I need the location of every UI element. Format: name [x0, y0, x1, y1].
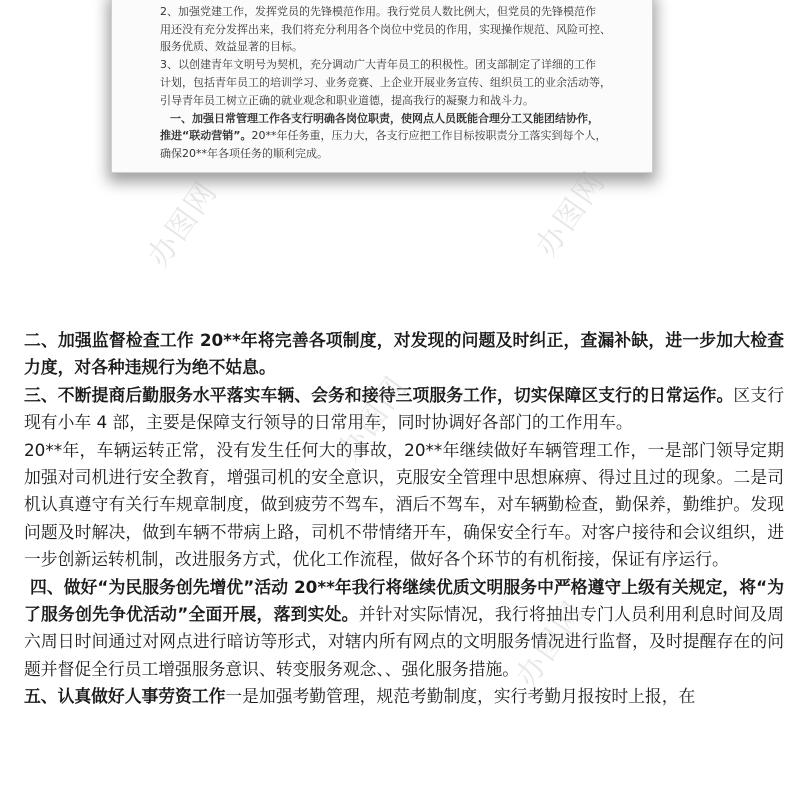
document-preview-image — [112, 0, 652, 172]
preview-line: 服务优质、效益显著的目标。 — [160, 40, 303, 54]
section-heading: 四、做好“为民服务创先增优”活动 20**年我行将继续优质文明服务中严格遵守上级有关规定，将“为了服务创先争优活动”全面开展，落到实处。 — [24, 576, 784, 625]
section-text: 一是加强考勤管理，规范考勤制度，实行考勤月报按时上报，在 — [225, 686, 696, 707]
watermark: 办图网 — [141, 174, 225, 274]
preview-bold-run: 推进“联动营销”。 — [160, 129, 252, 143]
section-text: 区支行现有小车 4 部，主要是保障支行领导的日常用车，同时协调好各部门的工作用车。 — [24, 384, 784, 433]
preview-line: 3、以创建青年文明号为契机，充分调动广大青年员工的积极性。团支部制定了详细的工作 — [160, 58, 596, 72]
preview-heading-line: 一、加强日常管理工作各支行明确各岗位职责，使网点人员既能合理分工又能团结协作， — [170, 111, 599, 125]
watermark: 办图网 — [509, 594, 593, 694]
preview-line: 确保20**年各项任务的顺利完成。 — [160, 147, 328, 161]
section-three-paragraph — [24, 382, 784, 437]
preview-line: 2、加强党建工作，发挥党员的先锋模范作用。我行党员人数比例大，但党员的先锋模范作 — [160, 4, 596, 18]
preview-line: 计划，包括青年员工的培训学习、业务竞赛、上企业开展业务宣传、组织员工的业余活动等， — [160, 75, 611, 89]
vehicle-paragraph — [24, 437, 784, 574]
section-heading: 二、加强监督检查工作 20**年将完善各项制度，对发现的问题及时纠正，查漏补缺，进一步加大检查力度，对各种违规行为绝不姑息。 — [24, 330, 784, 378]
preview-line — [160, 127, 640, 145]
preview-line: 用还没有充分发挥出来，我们将充分利用各个岗位中党员的作用，实现操作规范、风险可控、 — [160, 22, 611, 36]
section-heading: 五、认真做好人事劳资工作 — [24, 686, 226, 707]
document-body — [24, 327, 784, 711]
section-text: 并针对实际情况，我行将抽出专门人员利用利息时间及周六周日时间通过对网点进行暗访等形式，对辖内所有网点的文明服务情况进行监督，及时提醒存在的问题并督促全行员工增强服务意识、转变服务观念、、强化服务措施。 — [24, 604, 784, 679]
section-heading: 三、不断提商后勤服务水平落实车辆、会务和接待三项服务工作，切实保障区支行的日常运作。 — [24, 384, 734, 405]
section-five-paragraph — [24, 683, 784, 710]
section-two-paragraph — [24, 327, 784, 382]
preview-text-run: 20**年任务重，压力大，各支行应把工作目标按职责分工落实到每个人， — [251, 129, 607, 143]
watermark: 办图网 — [331, 369, 415, 469]
section-four-paragraph — [24, 574, 784, 684]
preview-line: 引导青年员工树立正确的就业观念和职业道德，提高我行的凝聚力和战斗力。 — [160, 93, 534, 107]
watermark: 办图网 — [529, 164, 613, 264]
section-text: 20**年，车辆运转正常，没有发生任何大的事故，20**年继续做好车辆管理工作，一是部门领导定期加强对司机进行安全教育，增强司机的安全意识，克服安全管理中思想麻痹、得过且过的现象。二是司机认真遵守有关行车规章制度，做到疲劳不驾车，酒后不驾车，对车辆勤检查，勤保养，勤维护。发现问题及时解决，做到车辆不带病上路，司机不带情绪开车，确保安全行车。对客户接待和会议组织，进一步创新运转机制，改进服务方式，优化工作流程，做好各个环节的有机衔接，保证有序运行。 — [24, 439, 784, 570]
preview-text — [160, 0, 640, 163]
